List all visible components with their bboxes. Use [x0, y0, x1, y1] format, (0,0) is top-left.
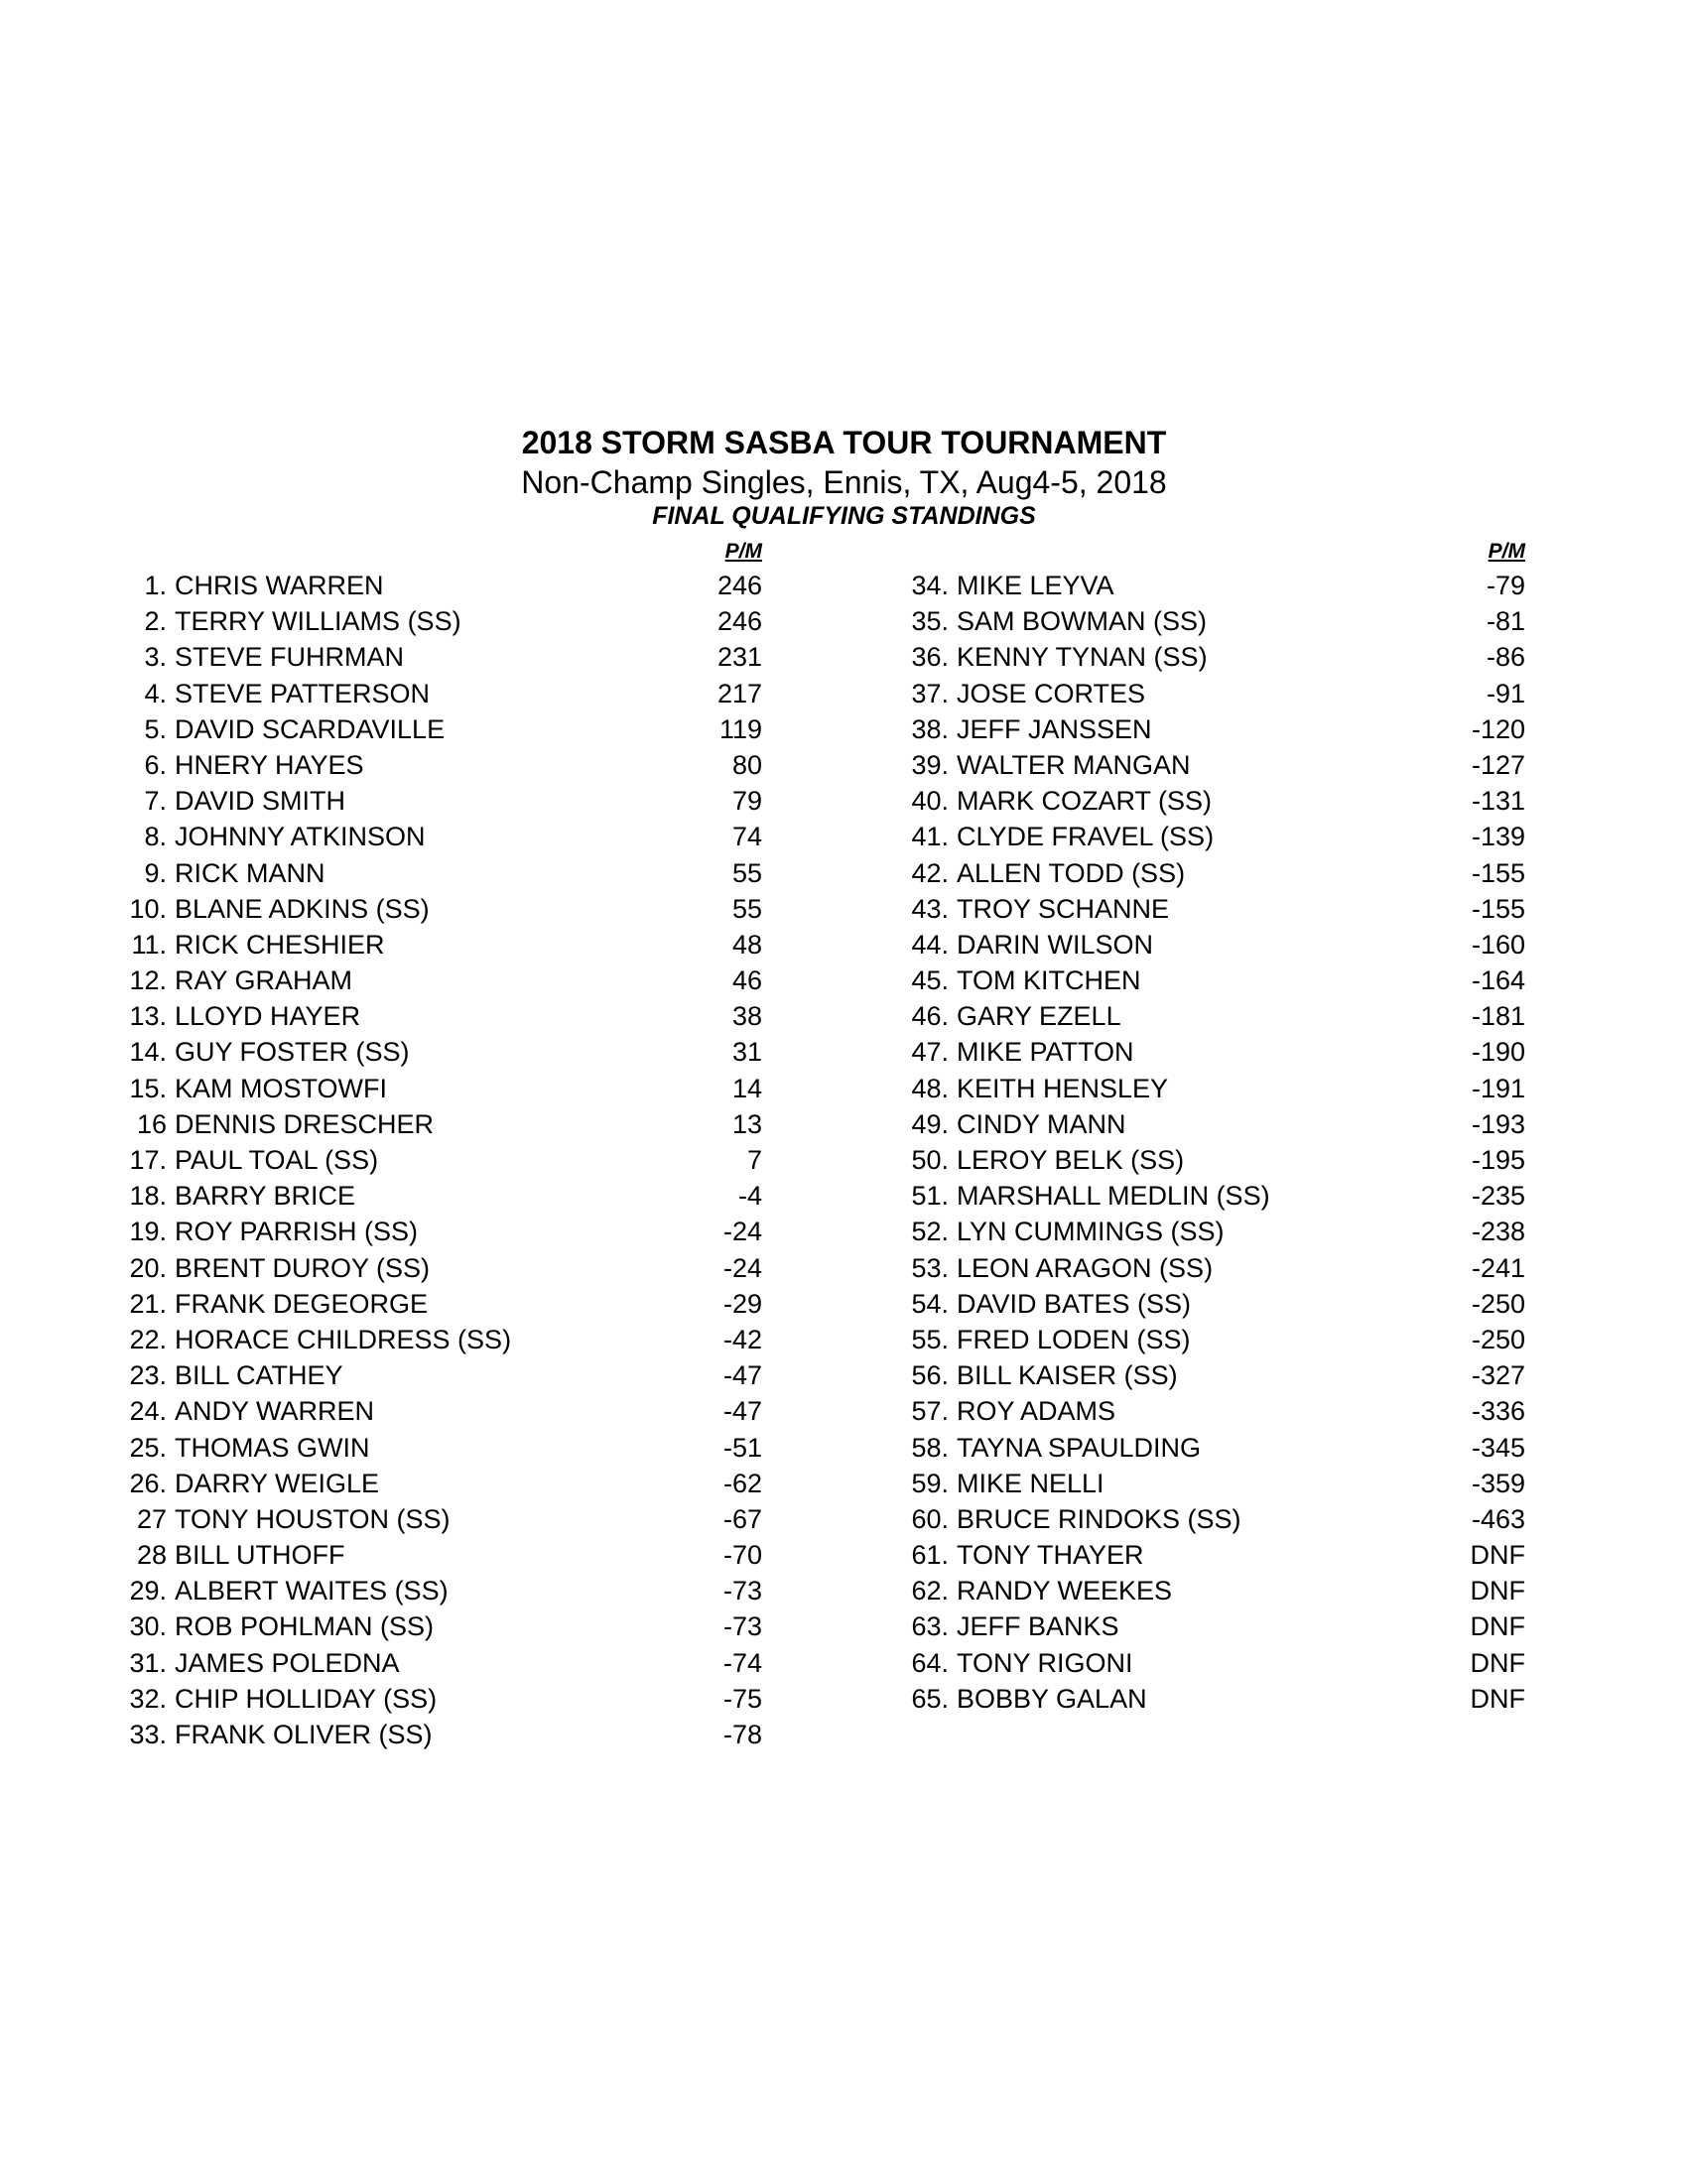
plus-minus-score: -463 [1471, 1503, 1525, 1534]
standing-rank: 11. [131, 929, 167, 960]
plus-minus-score: DNF [1470, 1683, 1525, 1714]
standing-rank: 52. [911, 1217, 949, 1247]
plus-minus-score: -160 [1471, 929, 1525, 960]
standing-rank: 2. [144, 606, 167, 637]
standing-rank: 31. [129, 1647, 167, 1678]
standing-rank: 44. [911, 929, 949, 960]
standing-rank: 1. [144, 571, 167, 600]
bowler-name: MIKE PATTON [957, 1037, 1134, 1068]
event-subtitle: Non-Champ Singles, Ennis, TX, Aug4-5, 2018 [521, 464, 1167, 500]
bowler-name: TONY HOUSTON (SS) [175, 1503, 451, 1534]
bowler-name: ROB POHLMAN (SS) [175, 1611, 435, 1642]
bowler-name: DAVID SCARDAVILLE [175, 713, 446, 744]
plus-minus-score: -235 [1471, 1181, 1525, 1212]
bowler-name: CHRIS WARREN [175, 571, 384, 600]
standing-rank: 30. [129, 1611, 167, 1642]
bowler-name: DENNIS DRESCHER [175, 1108, 435, 1139]
bowler-name: BLANE ADKINS (SS) [175, 893, 430, 924]
left-pm-column-header: P/M [724, 540, 762, 563]
bowler-name: BRUCE RINDOKS (SS) [957, 1503, 1241, 1534]
standing-rank: 39. [911, 749, 949, 780]
page-title: 2018 STORM SASBA TOUR TOURNAMENT [521, 425, 1167, 460]
plus-minus-score: 55 [731, 857, 762, 888]
standing-rank: 60. [911, 1503, 949, 1534]
bowler-name: BRENT DUROY (SS) [175, 1252, 431, 1283]
bowler-name: DAVID BATES (SS) [957, 1288, 1192, 1319]
plus-minus-score: -250 [1471, 1288, 1525, 1319]
bowler-name: BILL KAISER (SS) [957, 1360, 1178, 1391]
standing-rank: 53. [911, 1252, 949, 1283]
bowler-name: WALTER MANGAN [957, 749, 1191, 780]
plus-minus-score: -67 [722, 1503, 762, 1534]
bowler-name: TONY RIGONI [957, 1647, 1133, 1678]
standing-rank: 26. [129, 1468, 167, 1498]
bowler-name: LLOYD HAYER [175, 1001, 361, 1032]
bowler-name: TROY SCHANNE [957, 893, 1170, 924]
standing-rank: 7. [144, 786, 167, 817]
plus-minus-score: -70 [722, 1540, 762, 1571]
bowler-name: JOHNNY ATKINSON [175, 822, 426, 852]
plus-minus-score: -131 [1471, 786, 1525, 817]
plus-minus-score: DNF [1470, 1540, 1525, 1571]
bowler-name: STEVE PATTERSON [175, 678, 431, 708]
bowler-name: GARY EZELL [957, 1001, 1121, 1032]
bowler-name: FRED LODEN (SS) [957, 1324, 1191, 1354]
bowler-name: ALBERT WAITES (SS) [175, 1576, 449, 1606]
bowler-name: FRANK DEGEORGE [175, 1288, 429, 1319]
plus-minus-score: -62 [722, 1468, 762, 1498]
plus-minus-score: 14 [731, 1073, 762, 1103]
standing-rank: 35. [911, 606, 949, 637]
standing-rank: 13. [129, 1001, 167, 1032]
plus-minus-score: 246 [716, 571, 762, 600]
bowler-name: JEFF BANKS [957, 1611, 1119, 1642]
bowler-name: LEON ARAGON (SS) [957, 1252, 1214, 1283]
standing-rank: 24. [129, 1396, 167, 1427]
standing-rank: 4. [144, 678, 167, 708]
plus-minus-score: 46 [731, 965, 762, 996]
bowler-name: TERRY WILLIAMS (SS) [175, 606, 461, 637]
standing-rank: 14. [129, 1037, 167, 1068]
plus-minus-score: -47 [722, 1360, 762, 1391]
plus-minus-score: -42 [722, 1324, 762, 1354]
standing-rank: 61. [911, 1540, 949, 1571]
right-pm-column-header: P/M [1488, 540, 1525, 563]
bowler-name: ANDY WARREN [175, 1396, 375, 1427]
bowler-name: ROY ADAMS [957, 1396, 1116, 1427]
bowler-name: DARRY WEIGLE [175, 1468, 380, 1498]
bowler-name: CLYDE FRAVEL (SS) [957, 822, 1215, 852]
standing-rank: 40. [911, 786, 949, 817]
bowler-name: DAVID SMITH [175, 786, 346, 817]
bowler-name: BILL UTHOFF [175, 1540, 345, 1571]
bowler-name: LEROY BELK (SS) [957, 1145, 1185, 1175]
bowler-name: CHIP HOLLIDAY (SS) [175, 1683, 438, 1714]
standing-rank: 33. [129, 1720, 167, 1749]
standing-rank: 28 [136, 1540, 167, 1571]
plus-minus-score: 31 [731, 1037, 762, 1068]
standing-rank: 12. [129, 965, 167, 996]
bowler-name: GUY FOSTER (SS) [175, 1037, 410, 1068]
plus-minus-score: -79 [1486, 571, 1525, 600]
plus-minus-score: DNF [1470, 1576, 1525, 1606]
bowler-name: JOSE CORTES [957, 678, 1146, 708]
standing-rank: 19. [129, 1217, 167, 1247]
bowler-name: PAUL TOAL (SS) [175, 1145, 379, 1175]
standing-rank: 6. [144, 749, 167, 780]
standing-rank: 25. [129, 1432, 167, 1463]
bowler-name: STEVE FUHRMAN [175, 642, 405, 673]
bowler-name: RICK CHESHIER [175, 929, 385, 960]
bowler-name: LYN CUMMINGS (SS) [957, 1217, 1225, 1247]
standing-rank: 36. [911, 642, 949, 673]
plus-minus-score: 38 [731, 1001, 762, 1032]
bowler-name: HNERY HAYES [175, 749, 364, 780]
bowler-name: CINDY MANN [957, 1108, 1126, 1139]
plus-minus-score: -47 [722, 1396, 762, 1427]
standing-rank: 51. [911, 1181, 949, 1212]
plus-minus-score: -24 [722, 1252, 762, 1283]
plus-minus-score: 217 [716, 678, 762, 708]
plus-minus-score: -241 [1471, 1252, 1525, 1283]
standing-rank: 37. [911, 678, 949, 708]
bowler-name: ROY PARRISH (SS) [175, 1217, 419, 1247]
plus-minus-score: -127 [1471, 749, 1525, 780]
standing-rank: 58. [911, 1432, 949, 1463]
bowler-name: DARIN WILSON [957, 929, 1154, 960]
plus-minus-score: -345 [1471, 1432, 1525, 1463]
plus-minus-score: -91 [1486, 678, 1525, 708]
standing-rank: 64. [911, 1647, 949, 1678]
bowler-name: JEFF JANSSEN [957, 713, 1152, 744]
plus-minus-score: -29 [722, 1288, 762, 1319]
bowler-name: MARSHALL MEDLIN (SS) [957, 1181, 1270, 1212]
standing-rank: 34. [911, 571, 949, 600]
bowler-name: HORACE CHILDRESS (SS) [175, 1324, 512, 1354]
plus-minus-score: 246 [716, 606, 762, 637]
plus-minus-score: -155 [1471, 857, 1525, 888]
plus-minus-score: -327 [1471, 1360, 1525, 1391]
bowler-name: KENNY TYNAN (SS) [957, 642, 1208, 673]
plus-minus-score: 119 [718, 713, 762, 744]
standing-rank: 22. [129, 1324, 167, 1354]
bowler-name: RANDY WEEKES [957, 1576, 1173, 1606]
plus-minus-score: 7 [746, 1145, 762, 1175]
bowler-name: ALLEN TODD (SS) [957, 857, 1186, 888]
standing-rank: 65. [911, 1683, 949, 1714]
plus-minus-score: -181 [1471, 1001, 1525, 1032]
section-heading: FINAL QUALIFYING STANDINGS [652, 502, 1036, 530]
bowler-name: TAYNA SPAULDING [957, 1432, 1202, 1463]
plus-minus-score: -81 [1486, 606, 1525, 637]
plus-minus-score: 74 [731, 822, 762, 852]
bowler-name: KAM MOSTOWFI [175, 1073, 387, 1103]
standing-rank: 10. [129, 893, 167, 924]
standing-rank: 55. [911, 1324, 949, 1354]
standing-rank: 38. [911, 713, 949, 744]
standing-rank: 49. [911, 1108, 949, 1139]
bowler-name: TOM KITCHEN [957, 965, 1141, 996]
standing-rank: 48. [911, 1073, 949, 1103]
bowler-name: BARRY BRICE [175, 1181, 356, 1212]
standing-rank: 18. [129, 1181, 167, 1212]
plus-minus-score: -86 [1486, 642, 1525, 673]
standing-rank: 47. [911, 1037, 949, 1068]
plus-minus-score: -155 [1471, 893, 1525, 924]
standing-rank: 17. [129, 1145, 167, 1175]
standing-rank: 15. [129, 1073, 167, 1103]
standing-rank: 8. [144, 822, 167, 852]
bowler-name: RICK MANN [175, 857, 325, 888]
bowler-name: RAY GRAHAM [175, 965, 353, 996]
bowler-name: MARK COZART (SS) [957, 786, 1213, 817]
plus-minus-score: -139 [1471, 822, 1525, 852]
standing-rank: 50. [911, 1145, 949, 1175]
plus-minus-score: -51 [722, 1432, 762, 1463]
plus-minus-score: -75 [722, 1683, 762, 1714]
plus-minus-score: -190 [1471, 1037, 1525, 1068]
standing-rank: 45. [911, 965, 949, 996]
standing-rank: 32. [129, 1683, 167, 1714]
plus-minus-score: DNF [1470, 1611, 1525, 1642]
standing-rank: 41. [911, 822, 949, 852]
plus-minus-score: -195 [1471, 1145, 1525, 1175]
bowler-name: FRANK OLIVER (SS) [175, 1720, 433, 1749]
standing-rank: 5. [144, 713, 167, 744]
bowler-name: MIKE LEYVA [957, 571, 1114, 600]
plus-minus-score: 48 [731, 929, 762, 960]
standing-rank: 3. [144, 642, 167, 673]
standing-rank: 46. [911, 1001, 949, 1032]
standing-rank: 62. [911, 1576, 949, 1606]
standing-rank: 59. [911, 1468, 949, 1498]
standing-rank: 21. [129, 1288, 167, 1319]
standing-rank: 20. [129, 1252, 167, 1283]
plus-minus-score: -191 [1471, 1073, 1525, 1103]
bowler-name: BOBBY GALAN [957, 1683, 1147, 1714]
plus-minus-score: 13 [731, 1108, 762, 1139]
standing-rank: 57. [911, 1396, 949, 1427]
plus-minus-score: -78 [722, 1720, 762, 1749]
plus-minus-score: -238 [1471, 1217, 1525, 1247]
standing-rank: 42. [911, 857, 949, 888]
plus-minus-score: -336 [1471, 1396, 1525, 1427]
bowler-name: TONY THAYER [957, 1540, 1144, 1571]
standing-rank: 43. [911, 893, 949, 924]
standing-rank: 27 [136, 1503, 167, 1534]
plus-minus-score: -193 [1471, 1108, 1525, 1139]
plus-minus-score: DNF [1470, 1647, 1525, 1678]
standing-rank: 23. [129, 1360, 167, 1391]
standing-rank: 29. [129, 1576, 167, 1606]
plus-minus-score: -73 [722, 1611, 762, 1642]
plus-minus-score: -120 [1471, 713, 1525, 744]
bowler-name: KEITH HENSLEY [957, 1073, 1169, 1103]
standing-rank: 56. [911, 1360, 949, 1391]
standing-rank: 54. [911, 1288, 949, 1319]
plus-minus-score: -4 [737, 1181, 762, 1212]
plus-minus-score: 231 [716, 642, 762, 673]
plus-minus-score: -73 [722, 1576, 762, 1606]
bowler-name: JAMES POLEDNA [175, 1647, 400, 1678]
plus-minus-score: 79 [731, 786, 762, 817]
plus-minus-score: -164 [1471, 965, 1525, 996]
plus-minus-score: -74 [722, 1647, 762, 1678]
bowler-name: THOMAS GWIN [175, 1432, 370, 1463]
standing-rank: 9. [144, 857, 167, 888]
plus-minus-score: 80 [731, 749, 762, 780]
plus-minus-score: -359 [1471, 1468, 1525, 1498]
plus-minus-score: 55 [731, 893, 762, 924]
plus-minus-score: -250 [1471, 1324, 1525, 1354]
bowler-name: SAM BOWMAN (SS) [957, 606, 1208, 637]
standing-rank: 63. [911, 1611, 949, 1642]
bowler-name: BILL CATHEY [175, 1360, 343, 1391]
standing-rank: 16 [136, 1108, 167, 1139]
plus-minus-score: -24 [722, 1217, 762, 1247]
bowler-name: MIKE NELLI [957, 1468, 1104, 1498]
